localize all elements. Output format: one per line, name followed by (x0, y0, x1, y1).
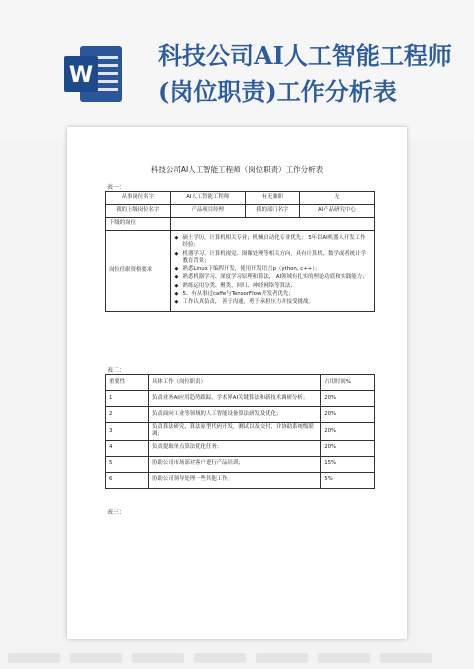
watermark-mark (194, 653, 246, 663)
table-row (106, 218, 375, 231)
list-item: ◆ 熟悉Linux下编程开发，使用开发语言p（ython, c++）； (174, 266, 321, 273)
table-cell: 2 (106, 407, 149, 423)
column-header: 占用时间% (321, 375, 375, 391)
table-cell: 5% (321, 472, 375, 488)
list-item: ◆ 熟悉机器学习、深度学习原理和算法， AI领域有扎实的理论功底和实践能力； (174, 274, 368, 281)
table-row (106, 407, 375, 423)
watermark-mark (8, 653, 60, 663)
table-cell: 无 (299, 192, 374, 205)
table-row (106, 231, 375, 312)
list-item: ◆ 5、有从事过caffe与TensorFlow开发者优先； (174, 291, 294, 298)
table-cell: 产品项目经理 (170, 205, 245, 218)
table-cell: 有无兼职 (245, 192, 299, 205)
bullet-icon: ◆ (174, 250, 179, 257)
table-cell: 20% (321, 423, 375, 441)
table-cell: 5 (106, 456, 149, 472)
list-item: ◆ 工作认真负责， 善于沟通，勇于承担压力并接受挑战。 (174, 299, 314, 306)
requirements-label: 岗位任职资格要求 (106, 231, 171, 312)
watermark-strip (0, 645, 474, 667)
column-header: 具体工作（岗位职责） (149, 375, 321, 391)
table-row (106, 440, 375, 456)
table-cell: 我的部门名字 (245, 205, 299, 218)
watermark-mark (256, 653, 308, 663)
watermark-mark (132, 653, 184, 663)
watermark-mark (318, 653, 370, 663)
table-header-row (106, 375, 375, 391)
table-row (106, 423, 375, 441)
table-cell: 协助公司市场部对客户进行产品培训； (149, 456, 321, 472)
table-cell: 我的上级岗位名字 (106, 205, 171, 218)
table2-label: 表二： (107, 367, 126, 374)
table-cell: 负责提取单点算法优化任务； (149, 440, 321, 456)
banner-title-line2: (岗位职责)工作分析表 (158, 77, 397, 106)
banner (0, 0, 474, 140)
table-cell: 下级的岗位 (106, 218, 171, 231)
bullet-icon: ◆ (174, 274, 179, 281)
table-cell (170, 218, 374, 231)
bullet-icon: ◆ (174, 235, 179, 241)
table-cell: 20% (321, 407, 375, 423)
table-row (106, 192, 375, 205)
table-cell: 从事岗位名字 (106, 192, 171, 205)
bullet-icon: ◆ (174, 282, 179, 289)
table-cell: 3 (106, 423, 149, 441)
table-cell: 协助公司领导处理一些其他工作。 (149, 472, 321, 488)
job-info-table (105, 191, 375, 312)
table-cell: 4 (106, 440, 149, 456)
bullet-icon: ◆ (174, 299, 179, 306)
watermark-mark (70, 653, 122, 663)
banner-title-line1: 科技公司AI人工智能工程师 (158, 41, 452, 70)
table-row (106, 205, 375, 218)
requirements-cell (170, 231, 374, 312)
list-item: ◆ 熟练运用分类、聚类、回归、神经网络等算法； (174, 282, 296, 289)
table-cell: 1 (106, 391, 149, 407)
table-row (106, 456, 375, 472)
word-logo-icon (62, 42, 126, 106)
table-cell: AI产品研究中心 (299, 205, 374, 218)
table-cell: 负责业务AI应用趋势跟踪，学术界AI关键算法和新技术调研分析； (149, 391, 321, 407)
table-cell: 20% (321, 391, 375, 407)
table-cell: 15% (321, 456, 375, 472)
table-row (106, 391, 375, 407)
bullet-icon: ◆ (174, 266, 179, 273)
table-cell: 6 (106, 472, 149, 488)
list-item: ◆ 机器学习、计算机视觉、图像处理等相关方向，具有计算机、数学或者统计学教育背景； (174, 250, 366, 264)
table-cell: 负责面向工业等领域的人工智能设备算法研发及优化； (149, 407, 321, 423)
table-cell: 20% (321, 440, 375, 456)
table-cell: 负责算法研究、算法原型代码开发，测试以及交付，并协助系统级联调； (149, 423, 321, 441)
duties-table (105, 374, 375, 489)
document-page (67, 127, 407, 639)
table3-label: 表三： (107, 509, 126, 516)
bullet-icon: ◆ (174, 291, 179, 298)
list-item: ◆ 硕士学历，计算机相关专业；机械自动化专业优先； 5年以AI机器人开发工作经验； (174, 235, 366, 249)
table-row (106, 472, 375, 488)
column-header: 重要性 (106, 375, 149, 391)
watermark-mark (380, 653, 432, 663)
table1-label: 表一： (107, 184, 126, 191)
document-title: 科技公司AI人工智能工程师（岗位职责）工作分析表 (150, 165, 324, 174)
logo-letter: W (68, 63, 94, 88)
table-cell: AI人工智能工程师 (170, 192, 245, 205)
